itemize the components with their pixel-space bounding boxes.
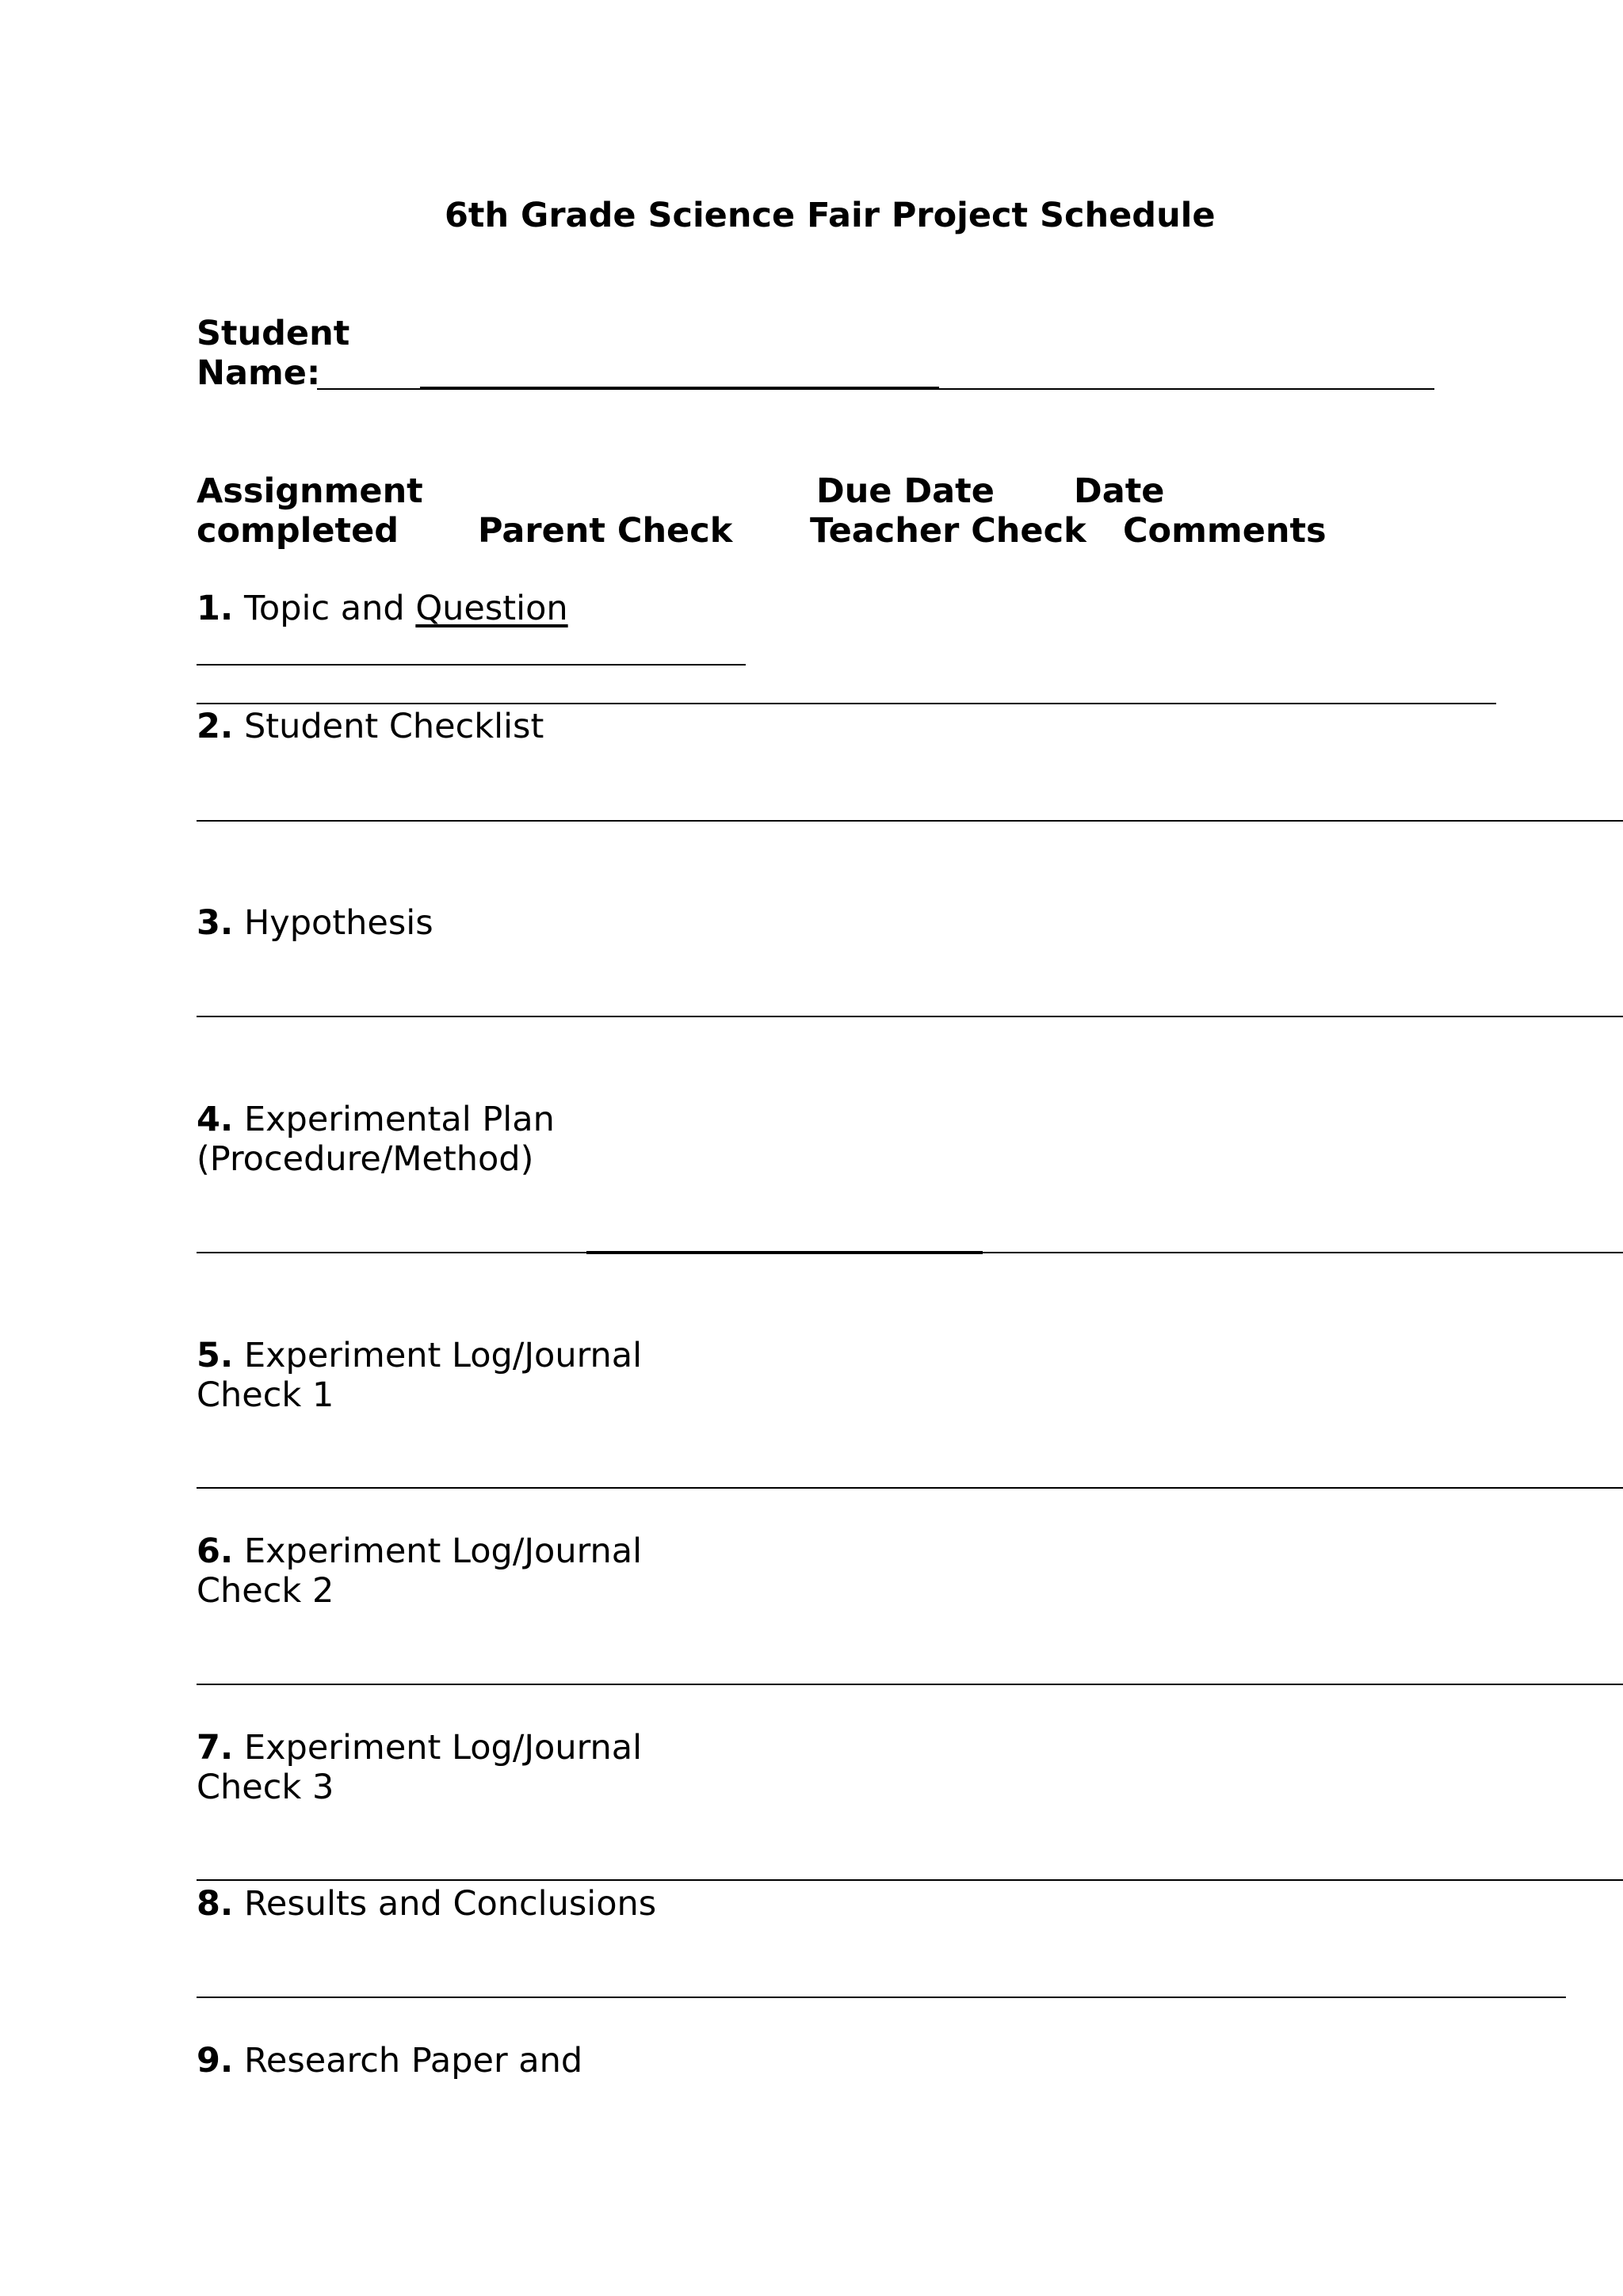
item-text: Topic and xyxy=(243,589,416,628)
header-assignment: Assignment xyxy=(197,471,423,511)
entry-line-6[interactable] xyxy=(197,1684,1623,1685)
name-label: Name: xyxy=(197,353,321,393)
list-item-8 xyxy=(197,1884,656,1924)
entry-line-3[interactable] xyxy=(197,1016,1623,1017)
list-item-4-line2: (Procedure/Method) xyxy=(197,1139,534,1179)
header-due-date: Due Date xyxy=(816,471,995,511)
list-item-4 xyxy=(197,1100,555,1139)
entry-line-1b[interactable] xyxy=(197,703,1496,704)
entry-line-2[interactable] xyxy=(197,820,1623,822)
item-text: Experimental Plan xyxy=(243,1100,555,1139)
list-item-7-line2: Check 3 xyxy=(197,1768,334,1807)
header-date: Date xyxy=(1074,471,1165,511)
list-item-5 xyxy=(197,1336,642,1375)
item-number: 2. xyxy=(197,707,234,746)
list-item-3 xyxy=(197,903,433,943)
list-item-7 xyxy=(197,1728,642,1768)
item-number: 4. xyxy=(197,1100,234,1139)
item-number: 1. xyxy=(197,589,234,628)
item-text: Results and Conclusions xyxy=(243,1884,657,1924)
item-text: Experiment Log/Journal xyxy=(243,1531,643,1571)
item-text-underlined: Question xyxy=(415,589,568,628)
item-number: 6. xyxy=(197,1531,234,1571)
item-text: Experiment Log/Journal xyxy=(243,1728,643,1768)
item-text: Experiment Log/Journal xyxy=(243,1336,643,1375)
item-number: 3. xyxy=(197,903,234,943)
item-number: 7. xyxy=(197,1728,234,1768)
list-item-6-line2: Check 2 xyxy=(197,1571,334,1611)
student-label: Student xyxy=(197,314,350,353)
header-comments: Comments xyxy=(1123,511,1327,551)
entry-line-7[interactable] xyxy=(197,1879,1623,1881)
header-teacher-check: Teacher Check xyxy=(810,511,1086,551)
item-text: Research Paper and xyxy=(243,2041,583,2081)
list-item-6 xyxy=(197,1531,642,1571)
item-number: 8. xyxy=(197,1884,234,1924)
item-text: Student Checklist xyxy=(243,707,544,746)
entry-line-1a[interactable] xyxy=(197,664,746,666)
list-item-1 xyxy=(197,589,568,628)
student-name-line-overlay xyxy=(420,387,939,389)
item-number: 9. xyxy=(197,2041,234,2081)
header-completed: completed xyxy=(197,511,399,551)
entry-line-4-overlay xyxy=(586,1251,983,1254)
list-item-2 xyxy=(197,707,544,746)
entry-line-8[interactable] xyxy=(197,1997,1566,1998)
header-parent-check: Parent Check xyxy=(478,511,733,551)
item-number: 5. xyxy=(197,1336,234,1375)
list-item-5-line2: Check 1 xyxy=(197,1375,334,1415)
page-title: 6th Grade Science Fair Project Schedule xyxy=(445,196,1216,235)
list-item-9 xyxy=(197,2041,582,2081)
entry-line-5[interactable] xyxy=(197,1487,1623,1489)
item-text: Hypothesis xyxy=(243,903,433,943)
